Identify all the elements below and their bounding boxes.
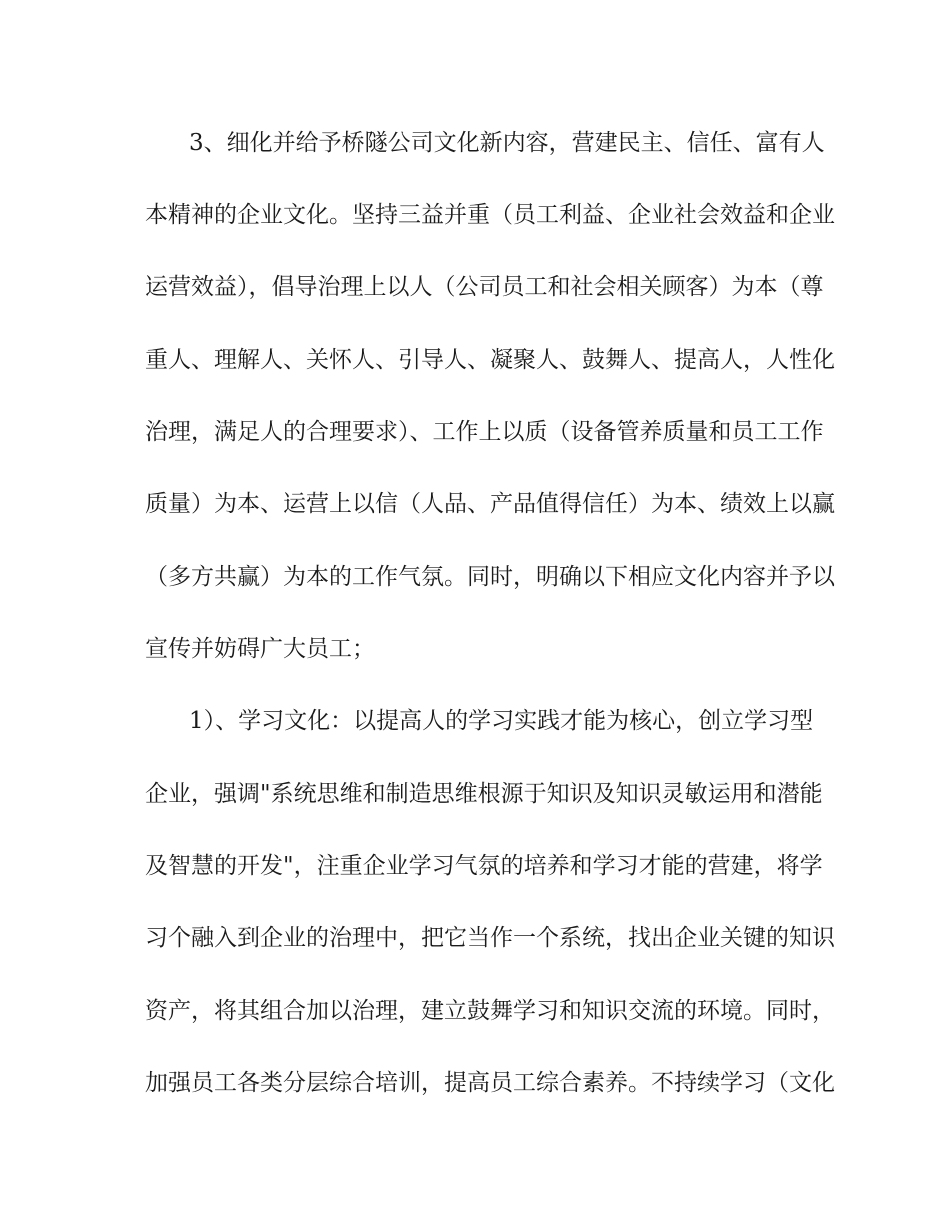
paragraph-1-line-7: （多方共赢）为本的工作气氛。同时，明确以下相应文化内容并予以 (145, 564, 835, 590)
paragraph-2-line-2: 企业，强调"系统思维和制造思维根源于知识及知识灵敏运用和潜能 (145, 781, 823, 807)
paragraph-2-line-6: 加强员工各类分层综合培训，提高员工综合素养。不持续学习（文化 (145, 1070, 835, 1096)
paragraph-1-line-4: 重人、理解人、关怀人、引导人、凝聚人、鼓舞人、提高人，人性化 (145, 347, 835, 373)
paragraph-2-line-4: 习个融入到企业的治理中，把它当作一个系统，找出企业关键的知识 (145, 925, 835, 951)
paragraph-1-line-6: 质量）为本、运营上以信（人品、产品值得信任）为本、绩效上以赢 (145, 491, 835, 517)
paragraph-2-line-1: 1）、学习文化：以提高人的学习实践才能为核心，创立学习型 (189, 708, 814, 734)
paragraph-1-line-3: 运营效益），倡导治理上以人（公司员工和社会相关顾客）为本（尊 (145, 274, 824, 300)
paragraph-2-line-3: 及智慧的开发"，注重企业学习气氛的培养和学习才能的营建，将学 (145, 853, 823, 879)
paragraph-1-line-5: 治理，满足人的合理要求）、工作上以质（设备管养质量和员工工作 (145, 419, 824, 445)
paragraph-2-line-5: 资产，将其组合加以治理，建立鼓舞学习和知识交流的环境。同时， (145, 998, 835, 1024)
paragraph-1-line-8: 宣传并妨碍广大员工； (145, 636, 375, 662)
paragraph-1-line-2: 本精神的企业文化。坚持三益并重（员工利益、企业社会效益和企业 (145, 202, 835, 228)
paragraph-1-line-1: 3、细化并给予桥隧公司文化新内容，营建民主、信任、富有人 (189, 130, 825, 156)
